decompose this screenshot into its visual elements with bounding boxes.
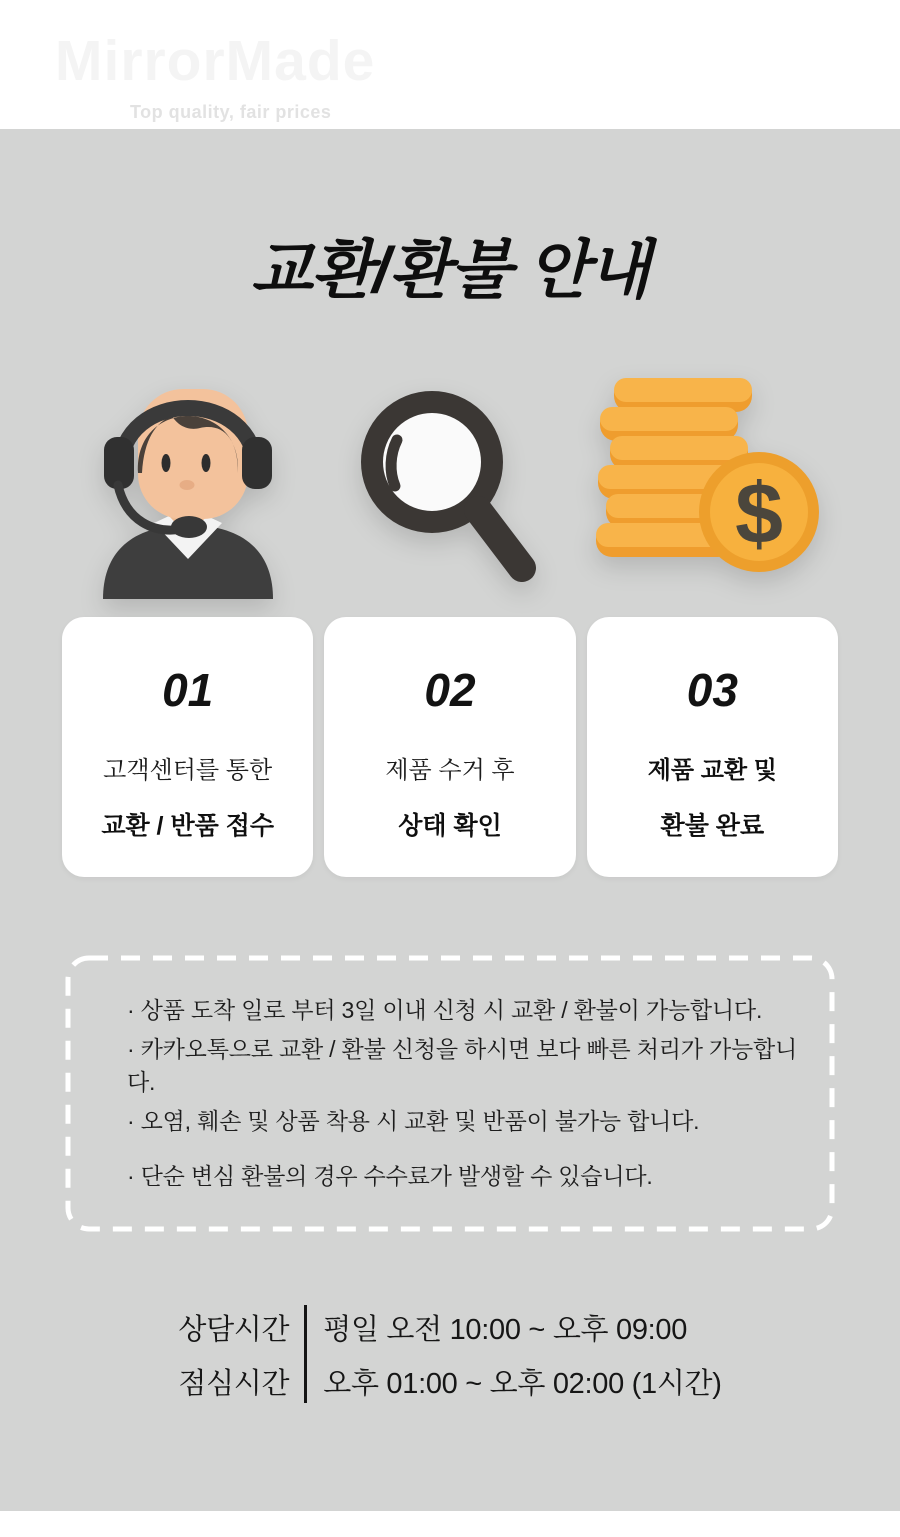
schedule-label: 상담시간 [178, 1313, 290, 1346]
schedule [0, 1300, 900, 1408]
step-number: 03 [686, 664, 738, 716]
schedule-labels [178, 1300, 289, 1408]
step-card-3 [587, 617, 838, 877]
step-card-2 [324, 617, 575, 877]
icons-row [62, 369, 838, 601]
step-card-1 [62, 617, 313, 877]
note-item: · 단순 변심 환불의 경우 수수료가 발생할 수 있습니다. [127, 1163, 653, 1190]
coins-graphic [592, 370, 832, 600]
step-line1: 제품 수거 후 [385, 757, 515, 784]
step-number: 02 [424, 664, 476, 716]
step-line1: 제품 교환 및 [647, 757, 777, 784]
step-number: 01 [162, 664, 214, 716]
notes-list [127, 981, 805, 1203]
headset-agent-icon [62, 369, 314, 601]
footer [0, 1511, 900, 1537]
brand-tagline: Top quality, fair prices [130, 102, 332, 122]
schedule-value: 오후 01:00 ~ 오후 02:00 (1시간) [323, 1367, 722, 1400]
step-line2: 교환 / 반품 접수 [101, 812, 274, 840]
steps-row [62, 617, 838, 877]
header [0, 0, 900, 129]
coins-icon [586, 369, 838, 601]
page-title: 교환/환불 안내 [250, 234, 650, 306]
note-item: · 카카오톡으로 교환 / 환불 신청을 하시면 보다 빠른 처리가 가능합니다. [127, 1036, 798, 1096]
content-area [0, 129, 900, 1511]
magnifying-glass-graphic [350, 378, 550, 593]
step-line2: 환불 완료 [660, 812, 765, 840]
brand-logo: MirrorMade [55, 29, 376, 93]
magnifying-glass-icon [324, 369, 576, 601]
step-line2: 상태 확인 [398, 812, 502, 840]
step-line1: 고객센터를 통한 [103, 757, 273, 784]
note-item: · 오염, 훼손 및 상품 착용 시 교환 및 반품이 불가능 합니다. [127, 1107, 700, 1134]
schedule-values [323, 1300, 721, 1408]
headset-agent-graphic [88, 371, 288, 599]
dollar-symbol: $ [735, 466, 783, 562]
note-item: · 상품 도착 일로 부터 3일 이내 신청 시 교환 / 환불이 가능합니다. [127, 997, 763, 1024]
schedule-label: 점심시간 [178, 1367, 290, 1400]
schedule-divider [304, 1305, 307, 1403]
notes-box [65, 955, 835, 1232]
schedule-value: 평일 오전 10:00 ~ 오후 09:00 [323, 1313, 688, 1346]
